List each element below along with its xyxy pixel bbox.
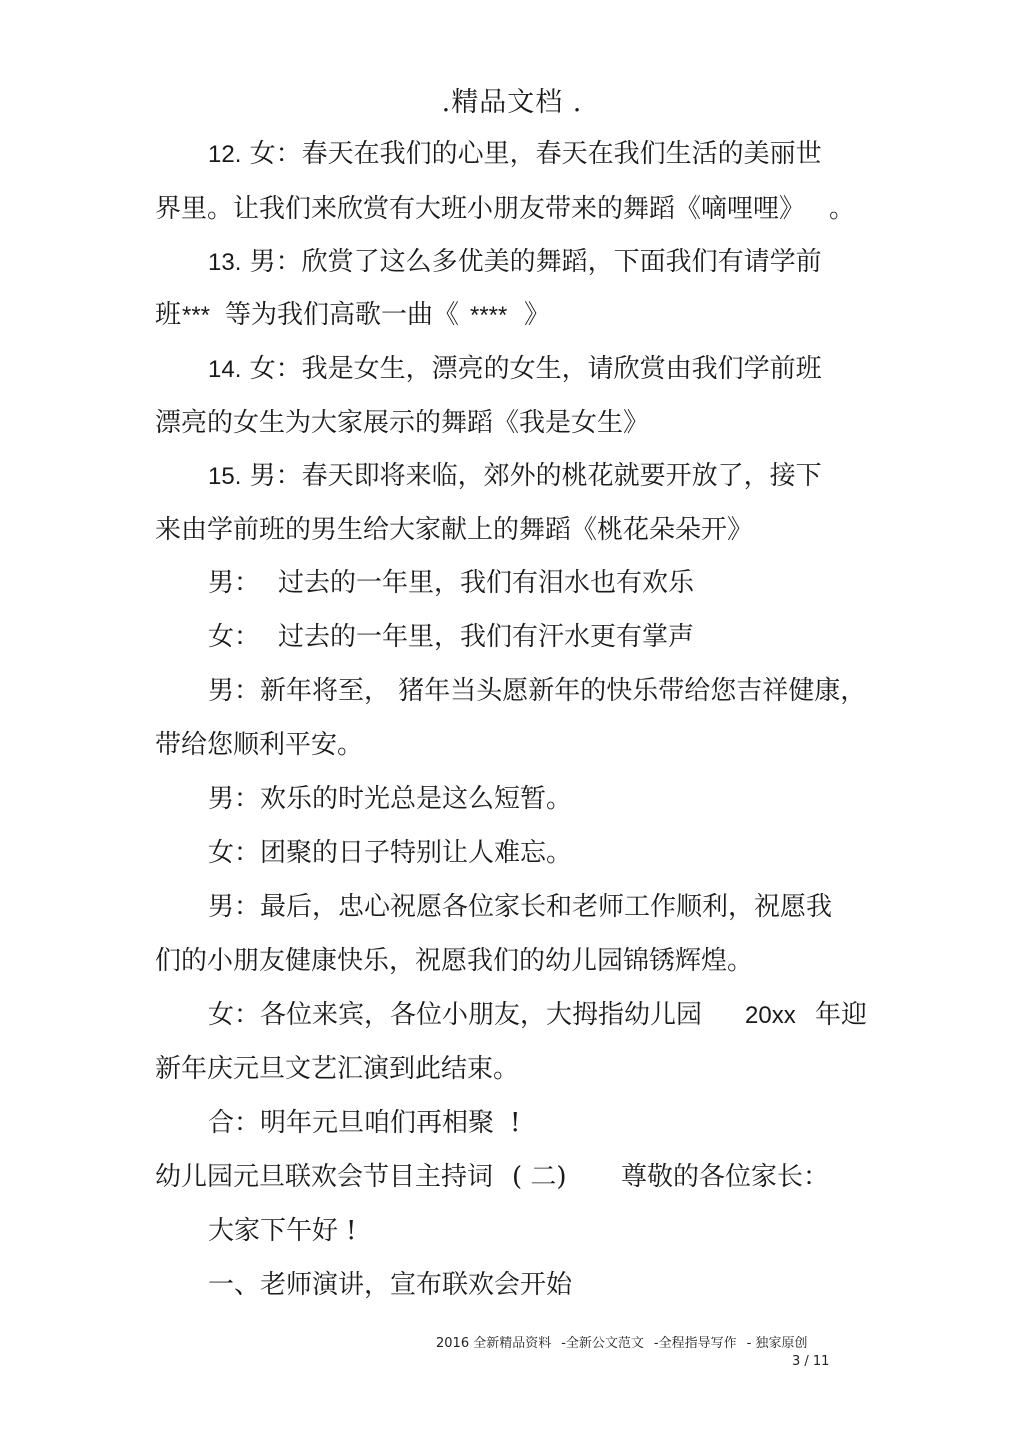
- greeting-afternoon: 大家下午好: [208, 1216, 339, 1246]
- paragraph-13-line-2e: 》: [524, 300, 551, 330]
- dialogue-8-text: 合：明年元旦咱们再相聚: [208, 1108, 495, 1138]
- footer-part-4: - 独家原创: [746, 1336, 808, 1351]
- item-number: 13.: [208, 249, 242, 276]
- dialogue-1-speaker: 男：: [208, 568, 261, 598]
- paragraph-14-line-2: 漂亮的女生为大家展示的舞蹈《我是女生》: [155, 408, 650, 438]
- dialogue-3-line-1: 男：新年将至， 猪年当头愿新年的快乐带给您吉祥健康，: [208, 676, 867, 706]
- paragraph-15-line-1: [208, 463, 822, 489]
- paragraph-13-song-stars: ****: [470, 302, 508, 329]
- paragraph-13-line-2a: 班: [155, 300, 182, 330]
- dialogue-5: 女：团聚的日子特别让人难忘。: [208, 838, 573, 868]
- item-number: 12.: [208, 141, 242, 168]
- line-text: 女：我是女生，漂亮的女生，请欣赏由我们学前班: [249, 354, 822, 384]
- dialogue-7-line-1a: 女：各位来宾，各位小朋友，大拇指幼儿园: [208, 1000, 703, 1030]
- dialogue-8-exclaim: !: [510, 1108, 521, 1138]
- footer-part-2: -全新公文范文: [561, 1336, 644, 1351]
- dialogue-7-line-2: 新年庆元旦文艺汇演到此结束。: [155, 1054, 520, 1084]
- line-text: 男：春天即将来临，郊外的桃花就要开放了，接下: [249, 461, 822, 491]
- dialogue-6-line-2: 们的小朋友健康快乐，祝愿我们的幼儿园锦锈辉煌。: [155, 946, 754, 976]
- paragraph-12-line-2-end: 。: [829, 194, 856, 224]
- dialogue-2-text: 过去的一年里，我们有汗水更有掌声: [278, 622, 695, 652]
- page-footer: [436, 1332, 817, 1351]
- paragraph-13-stars: ***: [182, 302, 211, 329]
- greeting-parents: 尊敬的各位家长：: [621, 1162, 830, 1192]
- dialogue-7-line-1c: 年迎: [815, 1000, 868, 1030]
- footer-part-1: 2016 全新精品资料: [436, 1336, 552, 1351]
- page-number: 3 / 11: [792, 1354, 830, 1369]
- paragraph-15-line-2: 来由学前班的男生给大家献上的舞蹈《桃花朵朵开》: [155, 515, 754, 545]
- item-number: 15.: [208, 463, 242, 490]
- dialogue-7-year: 20xx: [745, 1002, 796, 1029]
- line-text: 界里。让我们来欣赏有大班小朋友带来的舞蹈《嘀哩哩》: [155, 194, 806, 224]
- greeting-exclaim: !: [346, 1216, 357, 1246]
- line-text: 男：欣赏了这么多优美的舞蹈，下面我们有请学前: [249, 247, 822, 277]
- dialogue-3-line-2: 带给您顺利平安。: [155, 730, 364, 760]
- section-number: ( 二): [512, 1162, 567, 1192]
- paragraph-12-line-2: [155, 196, 805, 222]
- dialogue-4: 男：欢乐的时光总是这么短暂。: [208, 784, 573, 814]
- dialogue-2-speaker: 女：: [208, 622, 261, 652]
- paragraph-13-line-2c: 等为我们高歌一曲《: [225, 300, 460, 330]
- line-text: 女：春天在我们的心里，春天在我们生活的美丽世: [249, 139, 822, 169]
- section-title: 幼儿园元旦联欢会节目主持词: [155, 1162, 494, 1192]
- paragraph-12-line-1: [208, 141, 822, 167]
- paragraph-14-line-1: [208, 356, 822, 382]
- footer-part-3: -全程指导写作: [653, 1336, 737, 1351]
- page-header: .精品文档 .: [441, 87, 583, 118]
- dialogue-6-line-1: 男：最后，忠心祝愿各位家长和老师工作顺利，祝愿我: [208, 892, 833, 922]
- agenda-item-1: 一、老师演讲，宣布联欢会开始: [208, 1270, 573, 1300]
- item-number: 14.: [208, 356, 242, 383]
- dialogue-1-text: 过去的一年里，我们有泪水也有欢乐: [278, 568, 695, 598]
- paragraph-13-line-1: [208, 249, 822, 275]
